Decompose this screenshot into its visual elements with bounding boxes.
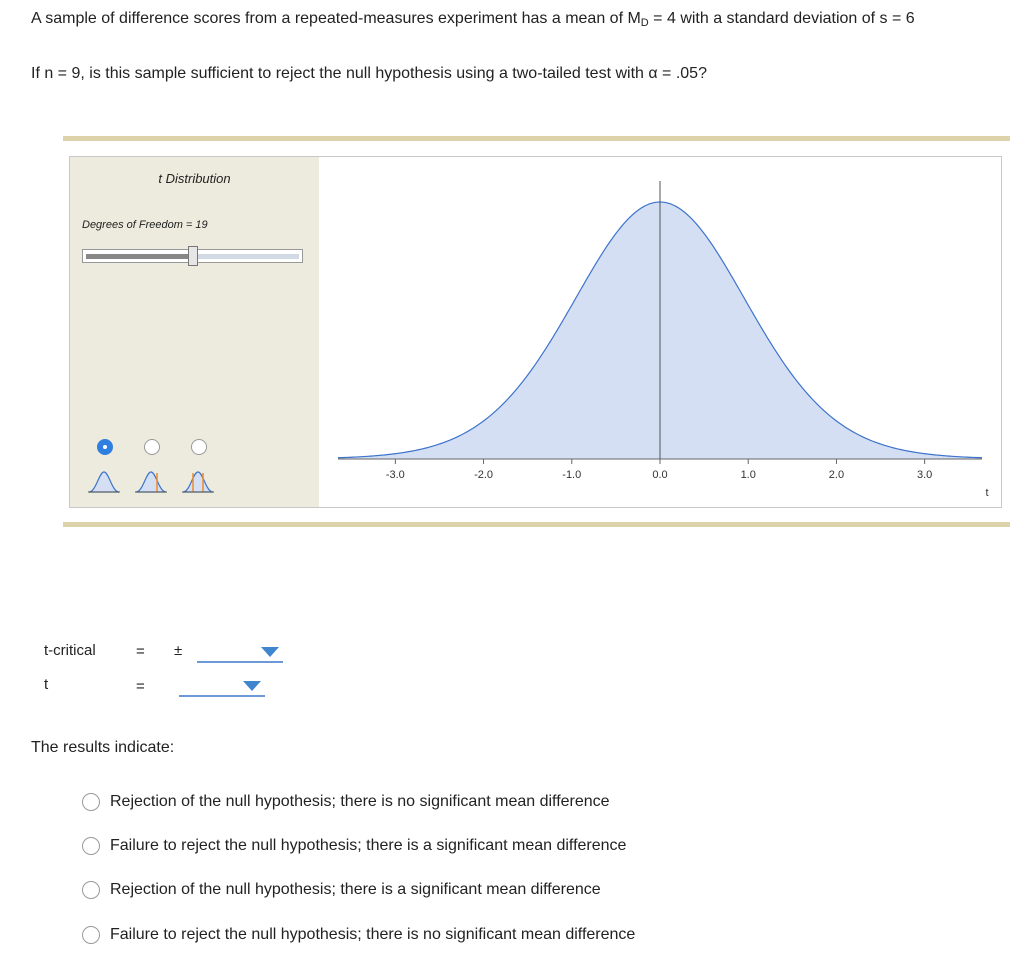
top-divider: [63, 136, 1010, 141]
t-value-dropdown[interactable]: [179, 675, 265, 697]
radio-button[interactable]: [82, 837, 100, 855]
x-tick-label: -1.0: [562, 469, 582, 481]
t-distribution-widget: [69, 156, 1002, 508]
result-option-label: Rejection of the null hypothesis; there is a significant mean difference: [110, 881, 601, 898]
x-tick-label: -3.0: [385, 469, 405, 481]
question-line-1: [31, 10, 915, 29]
degrees-of-freedom-label: Degrees of Freedom = 19: [82, 219, 208, 231]
t-label: t: [44, 676, 49, 693]
question-subscript: D: [640, 17, 649, 29]
t-distribution-plot: [320, 157, 1001, 507]
x-axis-label: t: [985, 487, 989, 499]
bottom-divider: [63, 522, 1010, 527]
question-line-2: If n = 9, is this sample sufficient to reject the null hypothesis using a two-tailed test with α = .05?: [31, 65, 707, 82]
radio-button[interactable]: [82, 881, 100, 899]
tail-radio-one-left[interactable]: [97, 439, 113, 455]
tail-radio-one-right[interactable]: [191, 439, 207, 455]
result-option-label: Failure to reject the null hypothesis; there is no significant mean difference: [110, 926, 636, 943]
result-option[interactable]: [82, 879, 601, 901]
result-option[interactable]: [82, 791, 610, 813]
degrees-of-freedom-slider[interactable]: [82, 249, 303, 263]
tail-radio-two-tailed[interactable]: [144, 439, 160, 455]
bell-curve-plain-icon: [88, 469, 120, 495]
x-tick-label: 1.0: [740, 469, 756, 481]
slider-fill: [86, 254, 192, 259]
bell-curve-two-tail-icon: [182, 469, 214, 495]
result-option[interactable]: [82, 924, 635, 946]
question-text: A sample of difference scores from a repeated-measures experiment has a mean of M: [31, 10, 641, 27]
plus-minus-sign: ±: [174, 642, 183, 659]
slider-thumb[interactable]: [188, 246, 198, 266]
t-equals: =: [136, 678, 145, 695]
x-tick-label: 0.0: [652, 469, 668, 481]
t-critical-equals: =: [136, 643, 145, 660]
results-heading: The results indicate:: [31, 739, 175, 756]
widget-title: t Distribution: [158, 171, 231, 186]
x-tick-label: 3.0: [917, 469, 933, 481]
result-option[interactable]: [82, 835, 626, 857]
radio-button[interactable]: [82, 926, 100, 944]
result-option-label: Failure to reject the null hypothesis; there is a significant mean difference: [110, 837, 627, 854]
t-critical-dropdown[interactable]: [197, 641, 283, 663]
chevron-down-icon: [243, 681, 261, 691]
result-option-label: Rejection of the null hypothesis; there is no significant mean difference: [110, 793, 610, 810]
t-critical-label: t-critical: [44, 642, 96, 659]
radio-button[interactable]: [82, 793, 100, 811]
question-text-suffix: = 4 with a standard deviation of s = 6: [648, 10, 915, 27]
chevron-down-icon: [261, 647, 279, 657]
bell-curve-one-tail-icon: [135, 469, 167, 495]
x-tick-label: 2.0: [828, 469, 845, 481]
x-tick-label: -2.0: [474, 469, 494, 481]
control-panel: [70, 157, 319, 507]
